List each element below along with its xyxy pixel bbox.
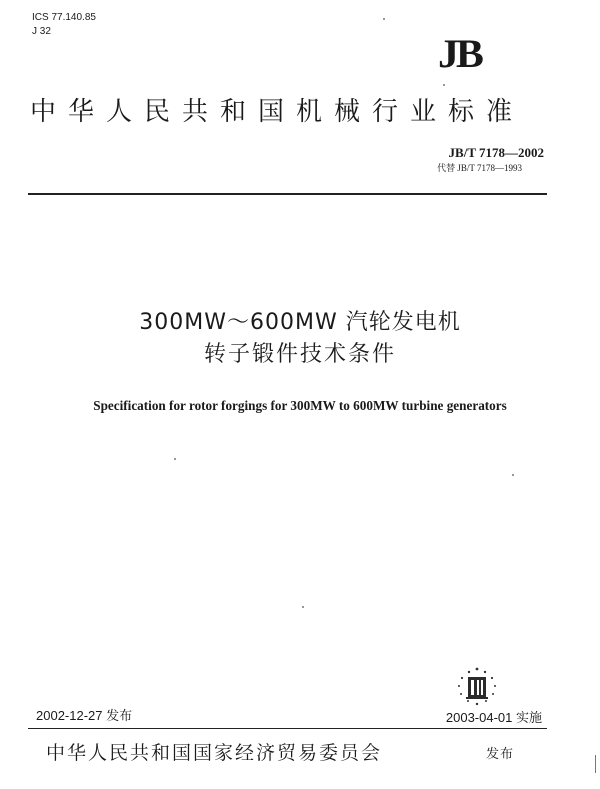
scan-speck — [595, 755, 596, 773]
implementation-date: 2003-04-01 实施 — [445, 710, 542, 725]
publish-label: 发布 — [486, 747, 515, 762]
footer-divider — [28, 728, 547, 729]
issue-date: 2002-12-27 发布 — [36, 708, 133, 723]
publisher-seal-icon — [448, 664, 506, 710]
scan-speck — [174, 458, 176, 460]
scan-speck — [383, 18, 385, 20]
document-title-line-1: 300MW～600MW 汽轮发电机 — [139, 310, 461, 335]
scan-speck — [302, 606, 304, 608]
document-title-line-2: 转子锻件技术条件 — [203, 342, 396, 367]
scan-speck — [512, 474, 514, 476]
classification-code: J 32 — [32, 26, 51, 37]
standard-number: JB/T 7178—2002 — [448, 145, 544, 160]
jb-logo: JB — [438, 31, 481, 76]
scan-speck — [443, 84, 445, 86]
publisher-name: 中华人民共和国国家经济贸易委员会 — [46, 742, 383, 764]
standard-category-title: 中华人民共和国机械行业标准 — [30, 97, 525, 127]
ics-code: ICS 77.140.85 — [32, 12, 96, 23]
header-divider — [28, 193, 547, 195]
english-title: Specification for rotor forgings for 300MW to 600MW turbine generators — [93, 398, 507, 413]
replaces-standard: 代替 JB/T 7178—1993 — [437, 163, 522, 173]
